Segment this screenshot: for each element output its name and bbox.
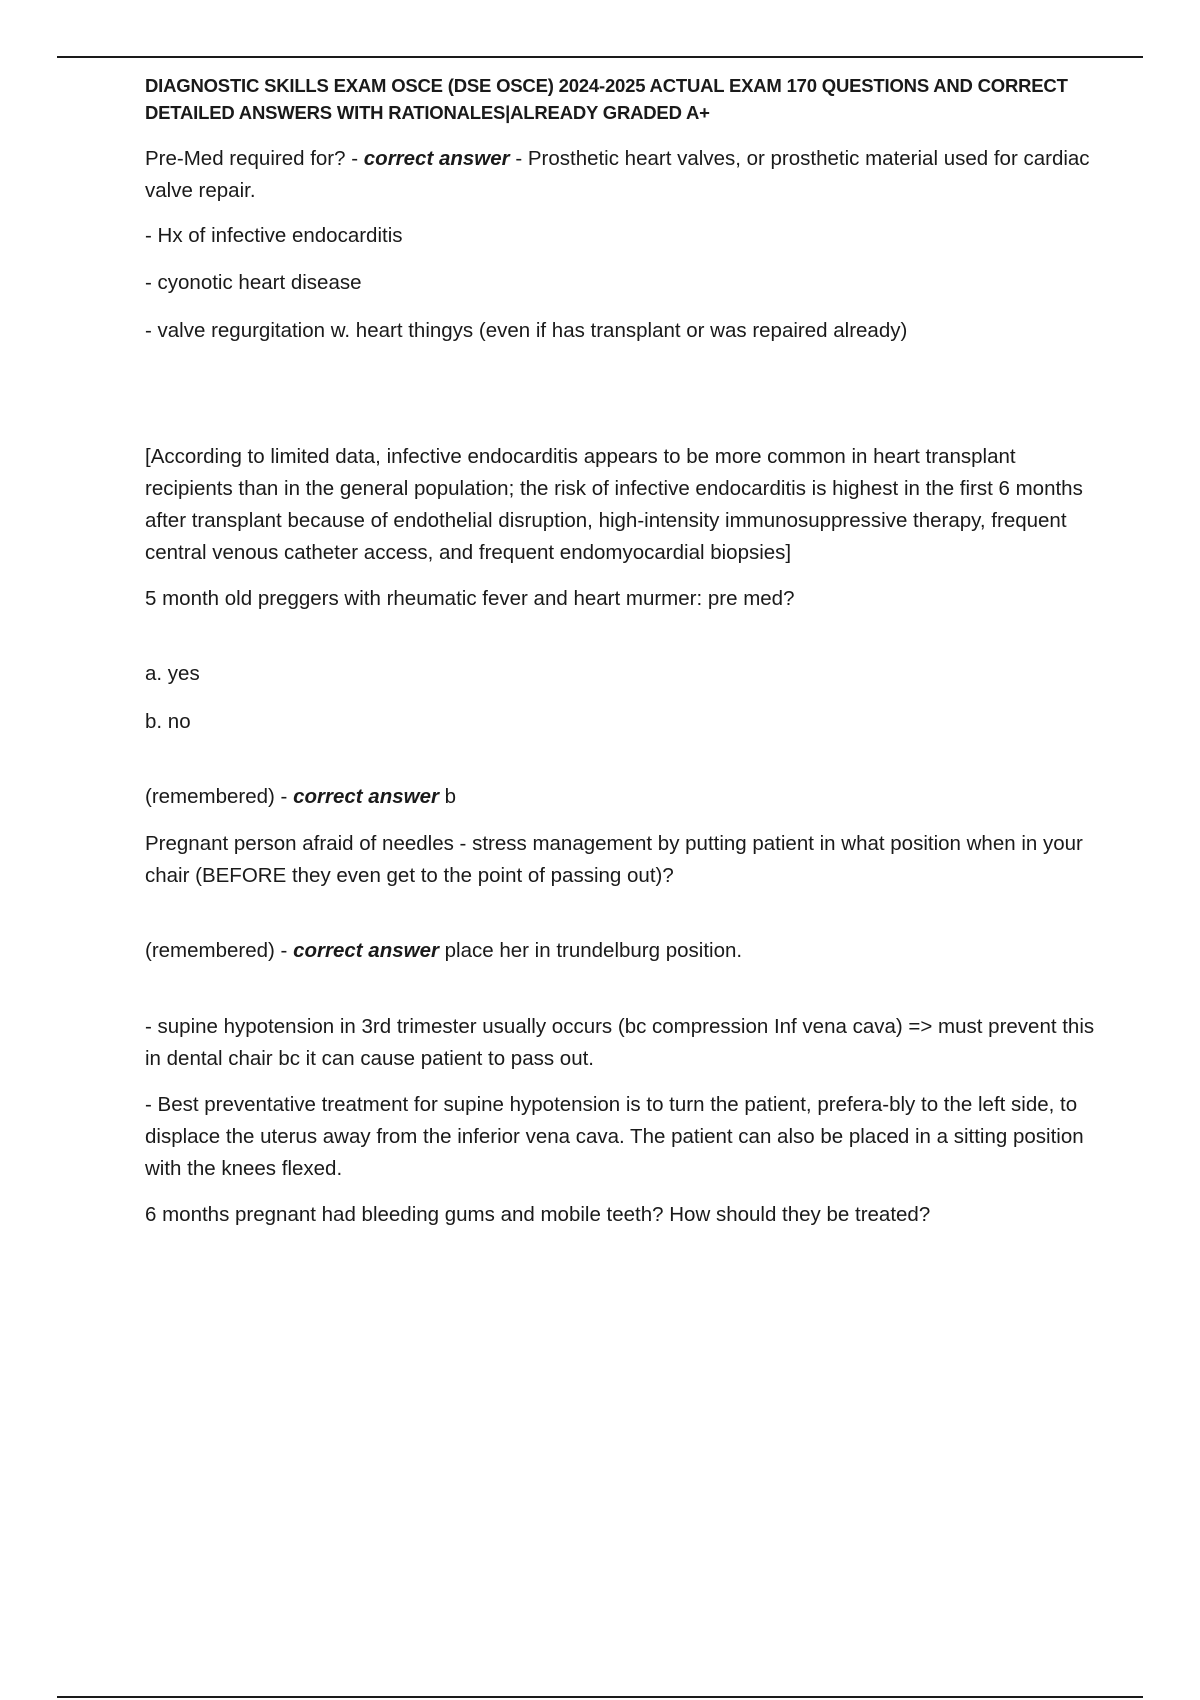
bottom-rule: [57, 1696, 1143, 1698]
q2-answer: [145, 781, 1095, 813]
q1-bullet: - valve regurgitation w. heart thingys (even if has transplant or was repaired already): [145, 319, 908, 342]
q3-answer-prefix: (remembered) -: [145, 939, 294, 962]
q3-answer-text: place her in trundelburg position.: [438, 939, 743, 962]
q4-question: 6 months pregnant had bleeding gums and mobile teeth? How should they be treated?: [145, 1203, 931, 1226]
q3-question: Pregnant person afraid of needles - stress management by putting patient in what position when in your chair (BEFORE they even get to the point of passing out)?: [145, 832, 1083, 887]
q1-bullet: - Hx of infective endocarditis: [145, 224, 403, 247]
q2-answer-prefix: (remembered) -: [145, 785, 294, 808]
q1-question: Pre-Med required for? -: [145, 147, 364, 170]
q1-question-answer: [145, 143, 1095, 207]
q1-rationale: [According to limited data, infective endocarditis appears to be more common in heart transplant recipients than in the general population; the risk of infective endocarditis is highest in the first 6 months after transplant because of endothelial disruption, high-intensity immunosuppressive therapy, frequent central venous catheter access, and frequent endomyocardial biopsies]: [145, 445, 1083, 564]
q2-option: b. no: [145, 710, 191, 733]
q2-question: 5 month old preggers with rheumatic fever and heart murmer: pre med?: [145, 587, 795, 610]
q3-note: - Best preventative treatment for supine hypotension is to turn the patient, prefera-bly to the left side, to displace the uterus away from the inferior vena cava. The patient can also be placed in a sitting position with the knees flexed.: [145, 1093, 1084, 1180]
q1-answer-text: - Prosthetic heart valves, or prosthetic material used for cardiac valve repair.: [145, 147, 1090, 202]
q1-bullet: - cyonotic heart disease: [145, 271, 362, 294]
document-title: DIAGNOSTIC SKILLS EXAM OSCE (DSE OSCE) 2024-2025 ACTUAL EXAM 170 QUESTIONS AND CORRECT DETAILED ANSWERS WITH RATIONALES|ALREADY GRADED A+: [145, 75, 1068, 123]
q2-answer-tag: correct answer: [293, 785, 439, 808]
document-body: [145, 72, 1095, 1231]
q2-answer-text: b: [438, 785, 457, 808]
q1-answer-tag: correct answer: [363, 147, 510, 170]
q2-option: a. yes: [145, 662, 200, 685]
q3-answer-tag: correct answer: [293, 939, 439, 962]
q3-note: - supine hypotension in 3rd trimester usually occurs (bc compression Inf vena cava) => must prevent this in dental chair bc it can cause patient to pass out.: [145, 1015, 1095, 1070]
q3-answer: [145, 935, 1095, 967]
top-rule: [57, 56, 1143, 58]
